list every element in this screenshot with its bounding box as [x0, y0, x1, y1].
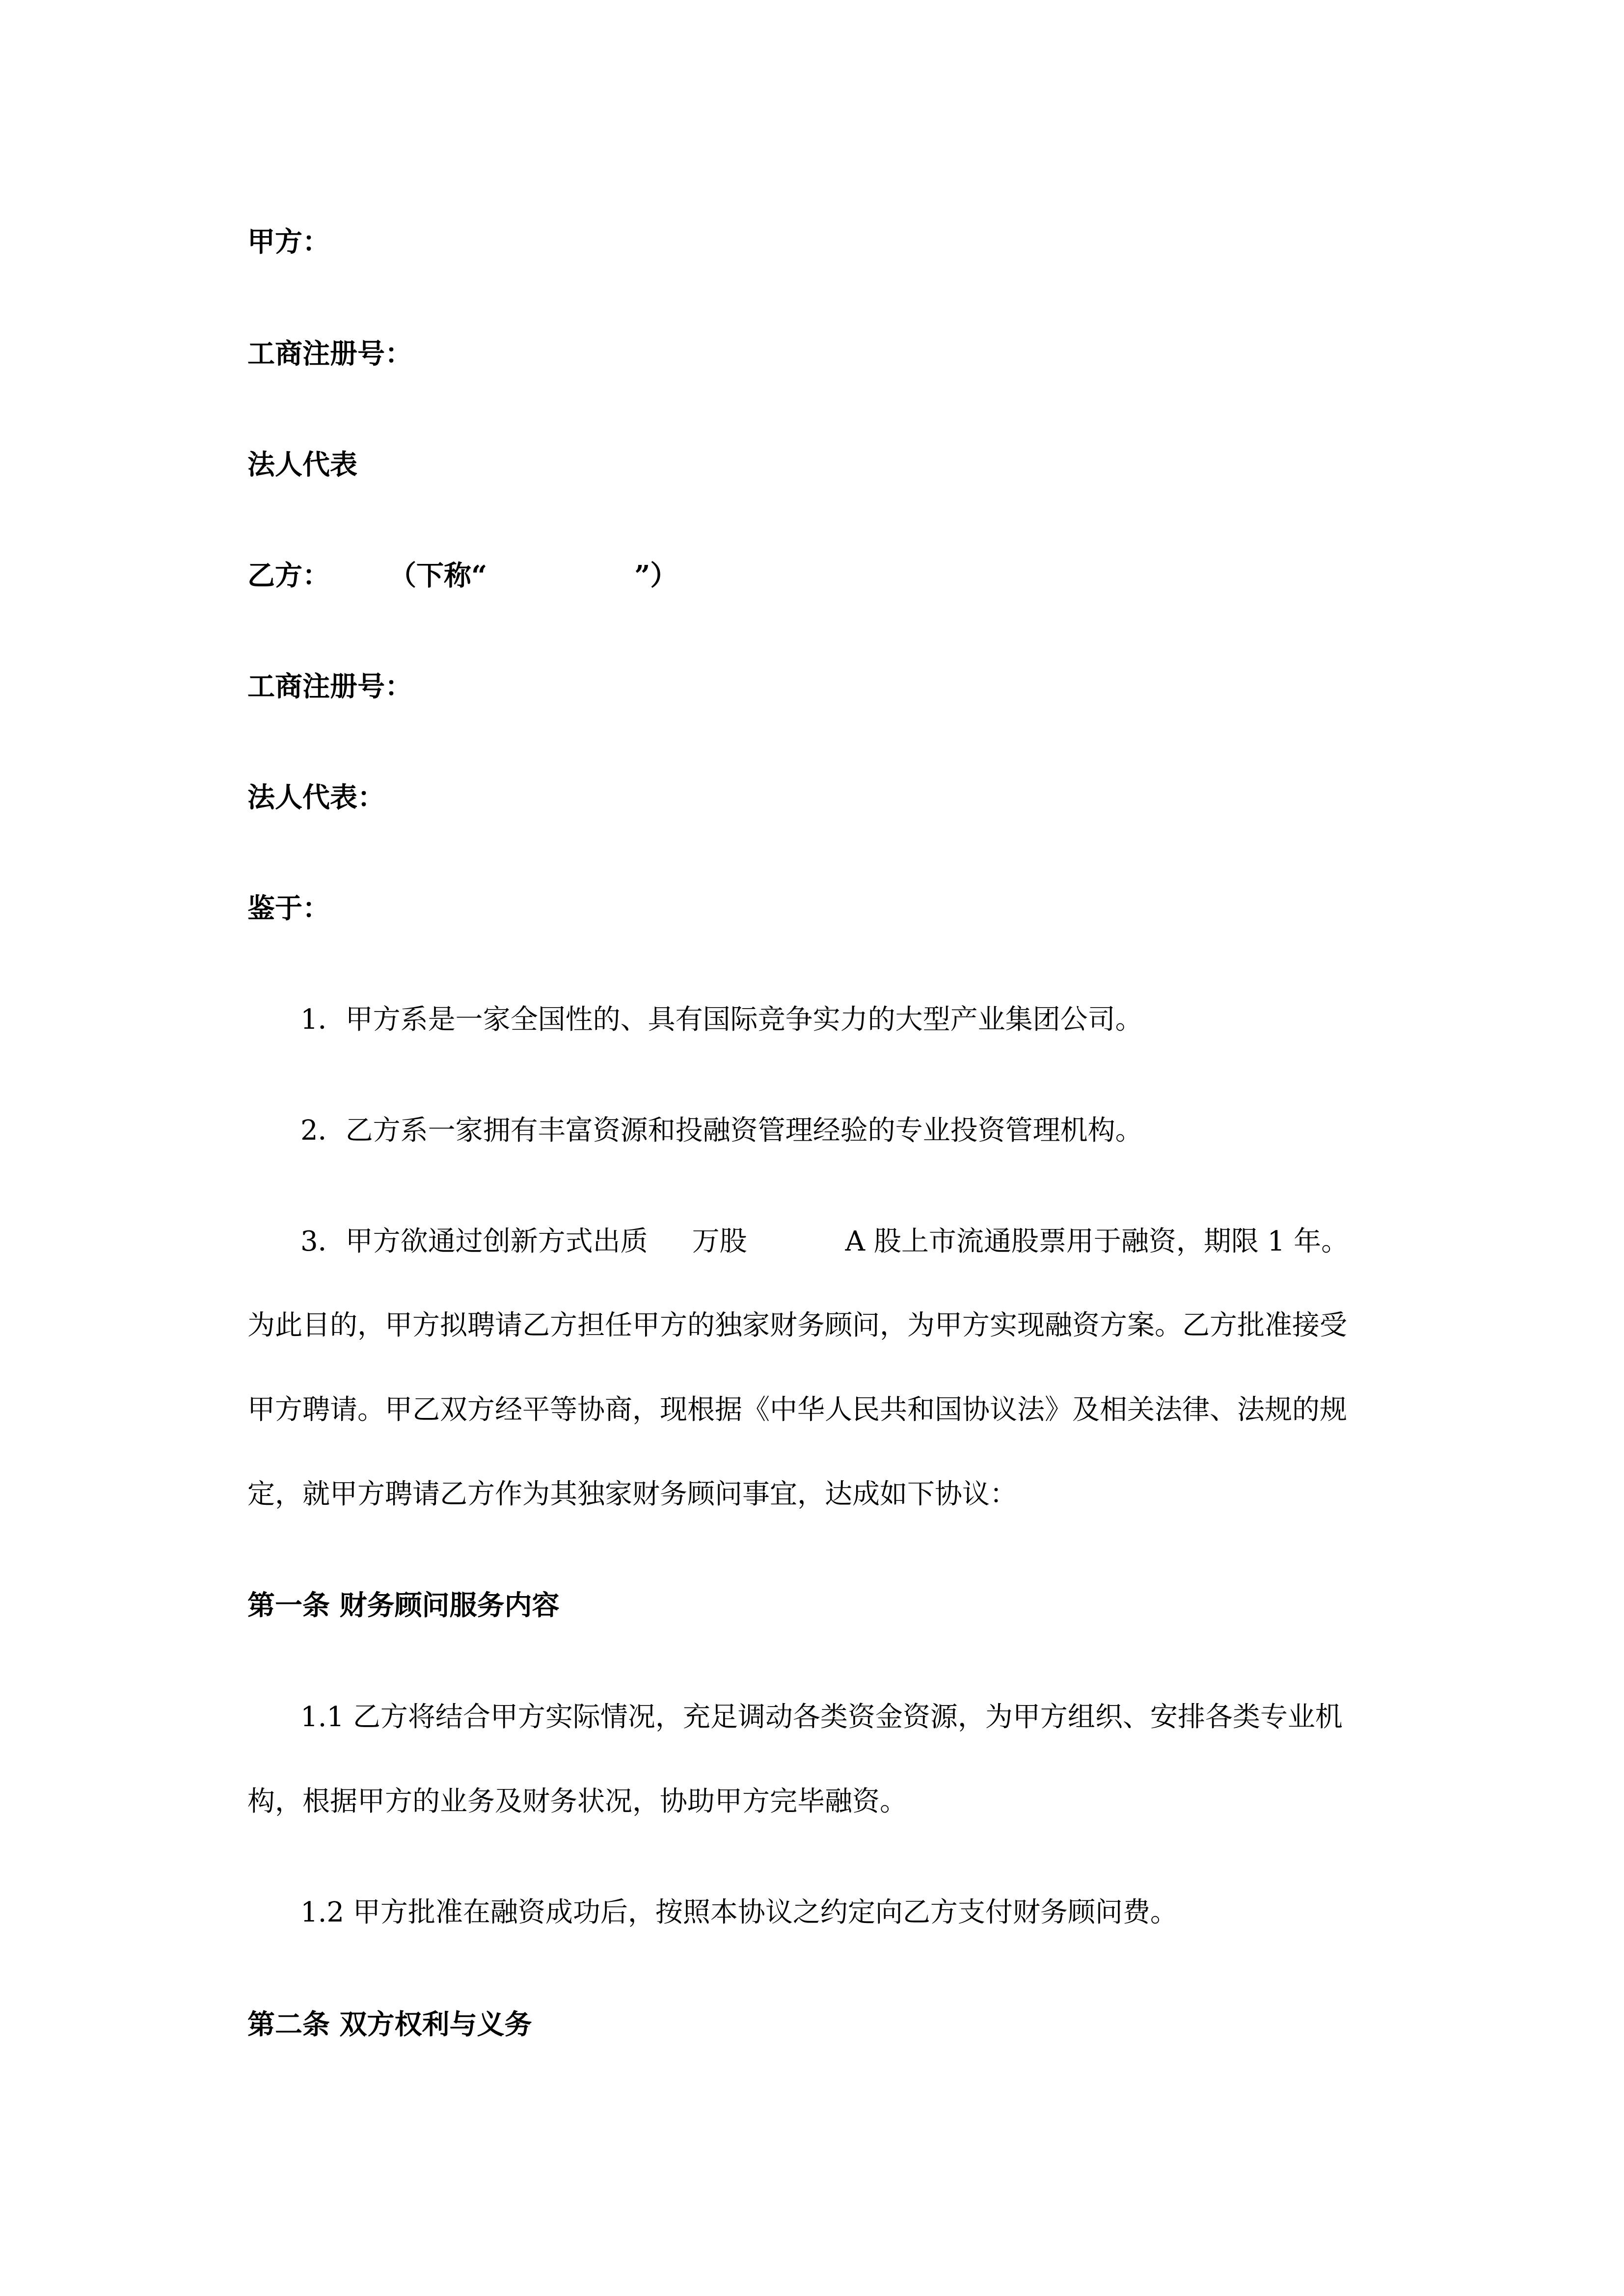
- recital-3-part-1: 3．甲方欲通过创新方式出质: [300, 1226, 648, 1257]
- recital-2: 2．乙方系一家拥有丰富资源和投融资管理经验的专业投资管理机构。: [300, 1115, 1143, 1147]
- party-b-alias-open: （下称“: [389, 560, 487, 592]
- party-b-representative-label: 法人代表：: [247, 781, 385, 814]
- party-a-representative-label: 法人代表: [247, 449, 357, 481]
- party-b-alias-close: ”）: [634, 560, 678, 592]
- recital-3-line-2: 为此目的，甲方拟聘请乙方担任甲方的独家财务顾问，为甲方实现融资方案。乙方批准接受: [247, 1309, 1347, 1341]
- recital-3-part-3: A 股上市流通股票用于融资，期限 1 年。: [845, 1226, 1349, 1257]
- article-2-title: 第二条 双方权利与义务: [247, 2008, 532, 2041]
- clause-1-2: 1.2 甲方批准在融资成功后，按照本协议之约定向乙方支付财务顾问费。: [300, 1896, 1178, 1928]
- whereas-label: 鉴于：: [247, 892, 330, 925]
- recital-3-line-3: 甲方聘请。甲乙双方经平等协商，现根据《中华人民共和国协议法》及相关法律、法规的规: [247, 1394, 1347, 1426]
- party-b-registration-label: 工商注册号：: [247, 670, 412, 703]
- party-a-registration-label: 工商注册号：: [247, 338, 412, 370]
- party-b-line: [247, 559, 677, 593]
- recital-1: 1．甲方系是一家全国性的、具有国际竞争实力的大型产业集团公司。: [300, 1004, 1143, 1036]
- clause-1-1-line-1: 1.1 乙方将结合甲方实际情况，充足调动各类资金资源，为甲方组织、安排各类专业机: [300, 1701, 1343, 1733]
- article-1-title: 第一条 财务顾问服务内容: [247, 1589, 560, 1622]
- recital-3-line-1: [300, 1225, 1349, 1259]
- recital-3-line-4: 定，就甲方聘请乙方作为其独家财务顾问事宜，达成如下协议：: [247, 1478, 1017, 1510]
- party-a-label: 甲方：: [247, 226, 330, 258]
- party-b-label: 乙方：: [247, 560, 330, 592]
- clause-1-1-line-2: 构，根据甲方的业务及财务状况，协助甲方完毕融资。: [247, 1786, 907, 1817]
- recital-3-part-2: 万股: [692, 1226, 747, 1257]
